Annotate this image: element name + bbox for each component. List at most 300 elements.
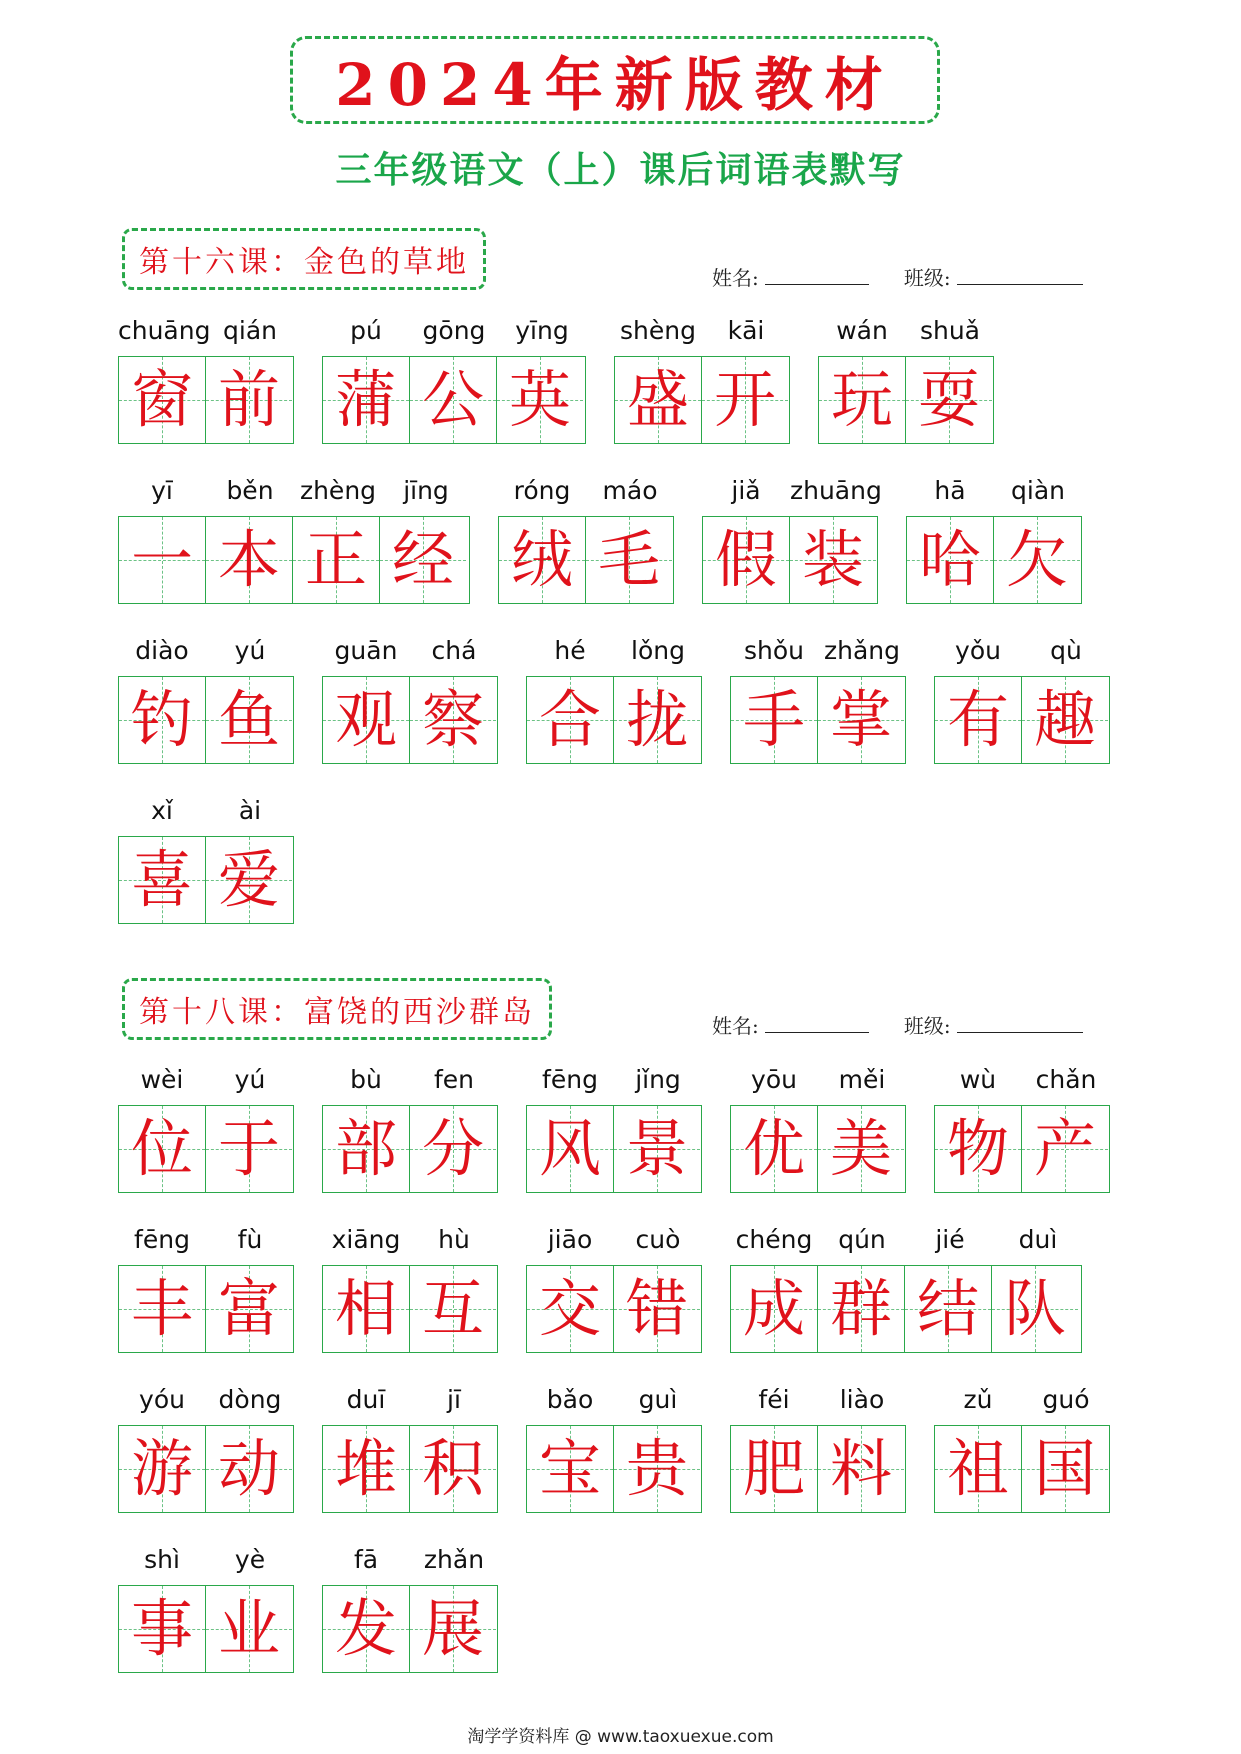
pinyin-label: fēng	[542, 1065, 598, 1094]
hanzi-character: 一	[130, 523, 193, 596]
pinyin-label: shǒu	[743, 636, 804, 665]
word-item	[702, 466, 882, 604]
tianzige-cell[interactable]	[615, 357, 701, 443]
tianzige-cell[interactable]	[935, 1426, 1021, 1512]
pinyin-label: jié	[935, 1225, 965, 1254]
lesson-16-student-info	[712, 262, 1083, 291]
pinyin-label: jǐng	[635, 1065, 681, 1094]
page-subtitle: 三年级语文（上）课后词语表默写	[335, 150, 906, 191]
tianzige-cell[interactable]	[817, 677, 904, 763]
hanzi-character: 料	[829, 1432, 892, 1505]
tianzige-grid	[322, 676, 498, 764]
pinyin-label: ài	[238, 796, 262, 825]
word-item	[730, 1215, 1082, 1353]
word-row	[118, 306, 994, 444]
tianzige-grid	[730, 1425, 906, 1513]
hanzi-character: 产	[1033, 1112, 1096, 1185]
pinyin-label: hé	[554, 636, 586, 665]
pinyin-label: wán	[836, 316, 888, 345]
tianzige-cell[interactable]	[205, 1586, 292, 1672]
hanzi-character: 事	[130, 1592, 193, 1665]
hanzi-character: 队	[1003, 1272, 1066, 1345]
pinyin-label: chéng	[735, 1225, 813, 1254]
word-row	[118, 1055, 1110, 1193]
pinyin-label: chǎn	[1035, 1065, 1097, 1094]
hanzi-character: 堆	[334, 1432, 397, 1505]
pinyin-label: yóu	[139, 1385, 185, 1414]
word-item	[730, 1375, 906, 1513]
tianzige-grid	[322, 1425, 498, 1513]
word-item	[934, 1055, 1110, 1193]
pinyin-row	[730, 1215, 1082, 1265]
tianzige-grid	[322, 356, 586, 444]
hanzi-character: 耍	[917, 363, 980, 436]
hanzi-character: 前	[217, 363, 280, 436]
tianzige-cell[interactable]	[496, 357, 583, 443]
pinyin-row	[526, 1375, 702, 1425]
pinyin-row	[498, 466, 674, 516]
tianzige-cell[interactable]	[409, 1426, 496, 1512]
word-item	[322, 1055, 498, 1193]
hanzi-character: 交	[538, 1272, 601, 1345]
pinyin-row	[934, 1375, 1110, 1425]
hanzi-character: 物	[946, 1112, 1009, 1185]
tianzige-cell[interactable]	[499, 517, 585, 603]
hanzi-character: 合	[538, 683, 601, 756]
pinyin-label: xiāng	[331, 1225, 401, 1254]
word-item	[934, 626, 1110, 764]
word-item	[322, 306, 586, 444]
pinyin-label: jī	[447, 1385, 461, 1414]
tianzige-cell[interactable]	[409, 677, 496, 763]
lesson-18-title: 第十八课：富饶的西沙群岛	[139, 995, 535, 1030]
class-label: 班级:	[903, 266, 951, 290]
pinyin-row	[118, 1375, 294, 1425]
pinyin-row	[322, 626, 498, 676]
tianzige-cell[interactable]	[119, 677, 205, 763]
tianzige-cell[interactable]	[527, 1426, 613, 1512]
pinyin-label: máo	[602, 476, 658, 505]
pinyin-row	[906, 466, 1082, 516]
tianzige-cell[interactable]	[205, 677, 292, 763]
name-label: 姓名:	[712, 266, 759, 290]
word-row	[118, 1535, 498, 1673]
pinyin-label: guān	[334, 636, 398, 665]
pinyin-label: zǔ	[963, 1385, 993, 1414]
pinyin-row	[526, 1215, 702, 1265]
tianzige-cell[interactable]	[1021, 1106, 1108, 1192]
tianzige-grid	[526, 1105, 702, 1193]
hanzi-character: 美	[829, 1112, 892, 1185]
tianzige-cell[interactable]	[701, 357, 788, 443]
tianzige-cell[interactable]	[323, 1106, 409, 1192]
tianzige-grid	[730, 1265, 1082, 1353]
hanzi-character: 假	[714, 523, 777, 596]
word-item	[934, 1375, 1110, 1513]
pinyin-label: yǒu	[955, 636, 1001, 665]
title-banner	[290, 36, 940, 124]
pinyin-label: jiǎ	[731, 476, 761, 505]
page-title: 2024年新版教材	[335, 51, 895, 119]
pinyin-label: yōu	[751, 1065, 797, 1094]
word-item	[526, 1215, 702, 1353]
hanzi-character: 展	[421, 1592, 484, 1665]
hanzi-character: 本	[217, 523, 280, 596]
hanzi-character: 玩	[830, 363, 893, 436]
hanzi-character: 富	[217, 1272, 280, 1345]
tianzige-grid	[818, 356, 994, 444]
pinyin-label: cuò	[635, 1225, 681, 1254]
pinyin-label: duī	[346, 1385, 386, 1414]
hanzi-character: 景	[625, 1112, 688, 1185]
pinyin-label: gōng	[422, 316, 486, 345]
class-blank[interactable]	[957, 1014, 1083, 1033]
tianzige-grid	[934, 1105, 1110, 1193]
tianzige-cell[interactable]	[527, 1266, 613, 1352]
pinyin-label: hā	[934, 476, 966, 505]
hanzi-character: 正	[304, 523, 367, 596]
tianzige-grid	[118, 836, 294, 924]
hanzi-character: 窗	[130, 363, 193, 436]
hanzi-character: 哈	[918, 523, 981, 596]
pinyin-label: qián	[223, 316, 277, 345]
tianzige-grid	[322, 1265, 498, 1353]
pinyin-row	[702, 466, 882, 516]
pinyin-label: wù	[959, 1065, 997, 1094]
lesson-16-title-box	[122, 228, 486, 290]
tianzige-cell[interactable]	[119, 837, 205, 923]
hanzi-character: 丰	[130, 1272, 193, 1345]
tianzige-cell[interactable]	[323, 1426, 409, 1512]
hanzi-character: 祖	[946, 1432, 1009, 1505]
tianzige-grid	[526, 676, 702, 764]
pinyin-label: xǐ	[151, 796, 173, 825]
tianzige-grid	[934, 676, 1110, 764]
word-item	[526, 626, 702, 764]
pinyin-label: fen	[433, 1065, 475, 1094]
tianzige-cell[interactable]	[817, 1426, 904, 1512]
tianzige-grid	[614, 356, 790, 444]
tianzige-grid	[730, 1105, 906, 1193]
pinyin-row	[730, 1055, 906, 1105]
lesson-18-student-info	[712, 1010, 1083, 1039]
word-item	[730, 1055, 906, 1193]
pinyin-label: fā	[353, 1545, 379, 1574]
word-item	[730, 626, 906, 764]
tianzige-cell[interactable]	[119, 1426, 205, 1512]
tianzige-cell[interactable]	[323, 1586, 409, 1672]
tianzige-grid	[702, 516, 878, 604]
tianzige-cell[interactable]	[119, 357, 205, 443]
tianzige-cell[interactable]	[119, 517, 205, 603]
hanzi-character: 手	[742, 683, 805, 756]
tianzige-cell[interactable]	[205, 1266, 292, 1352]
tianzige-grid	[118, 1105, 294, 1193]
word-item	[614, 306, 790, 444]
pinyin-label: wèi	[140, 1065, 184, 1094]
hanzi-character: 游	[130, 1432, 193, 1505]
pinyin-row	[526, 626, 702, 676]
tianzige-cell[interactable]	[905, 357, 992, 443]
pinyin-label: pú	[350, 316, 382, 345]
name-label: 姓名:	[712, 1014, 759, 1038]
tianzige-cell[interactable]	[205, 1106, 292, 1192]
tianzige-cell[interactable]	[323, 1266, 409, 1352]
word-item	[906, 466, 1082, 604]
tianzige-cell[interactable]	[731, 1266, 817, 1352]
pinyin-row	[118, 626, 294, 676]
pinyin-label: yú	[234, 636, 266, 665]
word-item	[818, 306, 994, 444]
pinyin-label: kāi	[727, 316, 765, 345]
pinyin-label: jiāo	[547, 1225, 593, 1254]
hanzi-character: 开	[713, 363, 776, 436]
tianzige-cell[interactable]	[292, 517, 379, 603]
pinyin-label: chuāng	[118, 316, 211, 345]
tianzige-cell[interactable]	[119, 1106, 205, 1192]
tianzige-grid	[322, 1585, 498, 1673]
word-item	[118, 1375, 294, 1513]
word-item	[322, 1215, 498, 1353]
word-item	[322, 626, 498, 764]
pinyin-label: zhuāng	[790, 476, 882, 505]
pinyin-label: shèng	[620, 316, 696, 345]
tianzige-grid	[118, 1265, 294, 1353]
pinyin-label: bǎo	[546, 1385, 594, 1414]
tianzige-cell[interactable]	[409, 1106, 496, 1192]
word-row	[118, 786, 294, 924]
tianzige-cell[interactable]	[817, 1106, 904, 1192]
tianzige-grid	[906, 516, 1082, 604]
hanzi-character: 积	[421, 1432, 484, 1505]
hanzi-character: 爱	[217, 843, 280, 916]
hanzi-character: 蒲	[334, 363, 397, 436]
word-item	[322, 1375, 498, 1513]
tianzige-cell[interactable]	[409, 1266, 496, 1352]
tianzige-cell[interactable]	[119, 1586, 205, 1672]
pinyin-label: liào	[839, 1385, 885, 1414]
hanzi-character: 业	[217, 1592, 280, 1665]
tianzige-cell[interactable]	[907, 517, 993, 603]
pinyin-label: qiàn	[1011, 476, 1065, 505]
pinyin-label: chá	[431, 636, 477, 665]
hanzi-character: 位	[130, 1112, 193, 1185]
pinyin-row	[730, 1375, 906, 1425]
pinyin-label: jīng	[403, 476, 449, 505]
tianzige-cell[interactable]	[323, 357, 409, 443]
tianzige-cell[interactable]	[205, 1426, 292, 1512]
pinyin-label: měi	[838, 1065, 886, 1094]
tianzige-cell[interactable]	[613, 1106, 700, 1192]
pinyin-row	[526, 1055, 702, 1105]
class-blank[interactable]	[957, 266, 1083, 285]
name-blank[interactable]	[765, 1014, 869, 1033]
hanzi-character: 贵	[625, 1432, 688, 1505]
tianzige-cell[interactable]	[817, 1266, 904, 1352]
tianzige-cell[interactable]	[819, 357, 905, 443]
pinyin-row	[322, 1375, 498, 1425]
word-item	[118, 1215, 294, 1353]
pinyin-label: shì	[144, 1545, 180, 1574]
tianzige-cell[interactable]	[1021, 677, 1108, 763]
pinyin-label: féi	[758, 1385, 790, 1414]
pinyin-label: fēng	[134, 1225, 190, 1254]
pinyin-row	[118, 1215, 294, 1265]
tianzige-cell[interactable]	[904, 1266, 991, 1352]
pinyin-label: yú	[234, 1065, 266, 1094]
hanzi-character: 观	[334, 683, 397, 756]
hanzi-character: 经	[391, 523, 454, 596]
pinyin-row	[118, 466, 470, 516]
name-blank[interactable]	[765, 266, 869, 285]
hanzi-character: 宝	[538, 1432, 601, 1505]
pinyin-row	[118, 1535, 294, 1585]
lesson-16-title: 第十六课：金色的草地	[139, 245, 469, 280]
hanzi-character: 掌	[829, 683, 892, 756]
tianzige-cell[interactable]	[409, 357, 496, 443]
pinyin-label: shuǎ	[919, 316, 981, 345]
hanzi-character: 于	[217, 1112, 280, 1185]
pinyin-label: róng	[513, 476, 571, 505]
pinyin-row	[818, 306, 994, 356]
tianzige-cell[interactable]	[613, 1266, 700, 1352]
hanzi-character: 喜	[130, 843, 193, 916]
word-item	[322, 1535, 498, 1673]
hanzi-character: 绒	[510, 523, 573, 596]
word-item	[118, 786, 294, 924]
pinyin-label: qù	[1050, 636, 1082, 665]
hanzi-character: 分	[421, 1112, 484, 1185]
pinyin-row	[934, 626, 1110, 676]
tianzige-cell[interactable]	[205, 517, 292, 603]
pinyin-label: yī	[151, 476, 173, 505]
pinyin-label: yè	[234, 1545, 266, 1574]
word-item	[118, 466, 470, 604]
pinyin-label: zhèng	[299, 476, 377, 505]
hanzi-character: 发	[334, 1592, 397, 1665]
hanzi-character: 有	[946, 683, 1009, 756]
word-item	[526, 1055, 702, 1193]
hanzi-character: 拢	[625, 683, 688, 756]
tianzige-cell[interactable]	[379, 517, 466, 603]
pinyin-row	[730, 626, 906, 676]
pinyin-row	[118, 786, 294, 836]
tianzige-cell[interactable]	[731, 1106, 817, 1192]
hanzi-character: 装	[801, 523, 864, 596]
hanzi-character: 盛	[626, 363, 689, 436]
hanzi-character: 优	[742, 1112, 805, 1185]
pinyin-label: zhǎng	[823, 636, 900, 665]
word-row	[118, 626, 1110, 764]
pinyin-label: zhǎn	[423, 1545, 485, 1574]
pinyin-row	[322, 1215, 498, 1265]
word-row	[118, 1215, 1082, 1353]
hanzi-character: 毛	[597, 523, 660, 596]
tianzige-cell[interactable]	[935, 1106, 1021, 1192]
word-item	[118, 1055, 294, 1193]
tianzige-grid	[322, 1105, 498, 1193]
tianzige-cell[interactable]	[323, 677, 409, 763]
pinyin-row	[934, 1055, 1110, 1105]
hanzi-character: 欠	[1005, 523, 1068, 596]
pinyin-label: qún	[838, 1225, 886, 1254]
tianzige-cell[interactable]	[527, 1106, 613, 1192]
word-row	[118, 1375, 1110, 1513]
pinyin-label: yīng	[515, 316, 569, 345]
word-item	[526, 1375, 702, 1513]
hanzi-character: 互	[421, 1272, 484, 1345]
pinyin-row	[322, 306, 586, 356]
tianzige-cell[interactable]	[703, 517, 789, 603]
tianzige-cell[interactable]	[527, 677, 613, 763]
word-item	[118, 626, 294, 764]
hanzi-character: 成	[742, 1272, 805, 1345]
hanzi-character: 公	[421, 363, 484, 436]
tianzige-cell[interactable]	[613, 677, 700, 763]
hanzi-character: 群	[829, 1272, 892, 1345]
tianzige-grid	[118, 676, 294, 764]
pinyin-label: lǒng	[631, 636, 685, 665]
pinyin-row	[322, 1055, 498, 1105]
tianzige-cell[interactable]	[613, 1426, 700, 1512]
lesson-18-title-box	[122, 978, 552, 1040]
word-item	[118, 306, 294, 444]
tianzige-cell[interactable]	[205, 357, 292, 443]
tianzige-cell[interactable]	[731, 677, 817, 763]
tianzige-grid	[498, 516, 674, 604]
hanzi-character: 趣	[1033, 683, 1096, 756]
pinyin-label: guì	[638, 1385, 678, 1414]
hanzi-character: 相	[334, 1272, 397, 1345]
pinyin-row	[322, 1535, 498, 1585]
hanzi-character: 钓	[130, 683, 193, 756]
tianzige-grid	[526, 1425, 702, 1513]
hanzi-character: 肥	[742, 1432, 805, 1505]
tianzige-grid	[934, 1425, 1110, 1513]
word-row	[118, 466, 1082, 604]
pinyin-row	[614, 306, 790, 356]
tianzige-cell[interactable]	[409, 1586, 496, 1672]
tianzige-cell[interactable]	[789, 517, 876, 603]
tianzige-grid	[526, 1265, 702, 1353]
hanzi-character: 国	[1033, 1432, 1096, 1505]
hanzi-character: 鱼	[217, 683, 280, 756]
tianzige-grid	[118, 516, 470, 604]
tianzige-grid	[118, 356, 294, 444]
pinyin-label: guó	[1042, 1385, 1090, 1414]
tianzige-cell[interactable]	[993, 517, 1080, 603]
hanzi-character: 察	[421, 683, 484, 756]
tianzige-cell[interactable]	[731, 1426, 817, 1512]
tianzige-grid	[118, 1585, 294, 1673]
tianzige-cell[interactable]	[1021, 1426, 1108, 1512]
word-item	[118, 1535, 294, 1673]
class-label: 班级:	[903, 1014, 951, 1038]
tianzige-cell[interactable]	[205, 837, 292, 923]
tianzige-cell[interactable]	[585, 517, 672, 603]
pinyin-label: diào	[135, 636, 189, 665]
tianzige-cell[interactable]	[991, 1266, 1078, 1352]
hanzi-character: 风	[538, 1112, 601, 1185]
hanzi-character: 英	[508, 363, 571, 436]
tianzige-grid	[730, 676, 906, 764]
tianzige-cell[interactable]	[935, 677, 1021, 763]
tianzige-cell[interactable]	[119, 1266, 205, 1352]
word-item	[498, 466, 674, 604]
pinyin-label: běn	[226, 476, 274, 505]
footer-source: 淘学学资料库 @ www.taoxuexue.com	[467, 1727, 774, 1747]
pinyin-label: hù	[438, 1225, 470, 1254]
